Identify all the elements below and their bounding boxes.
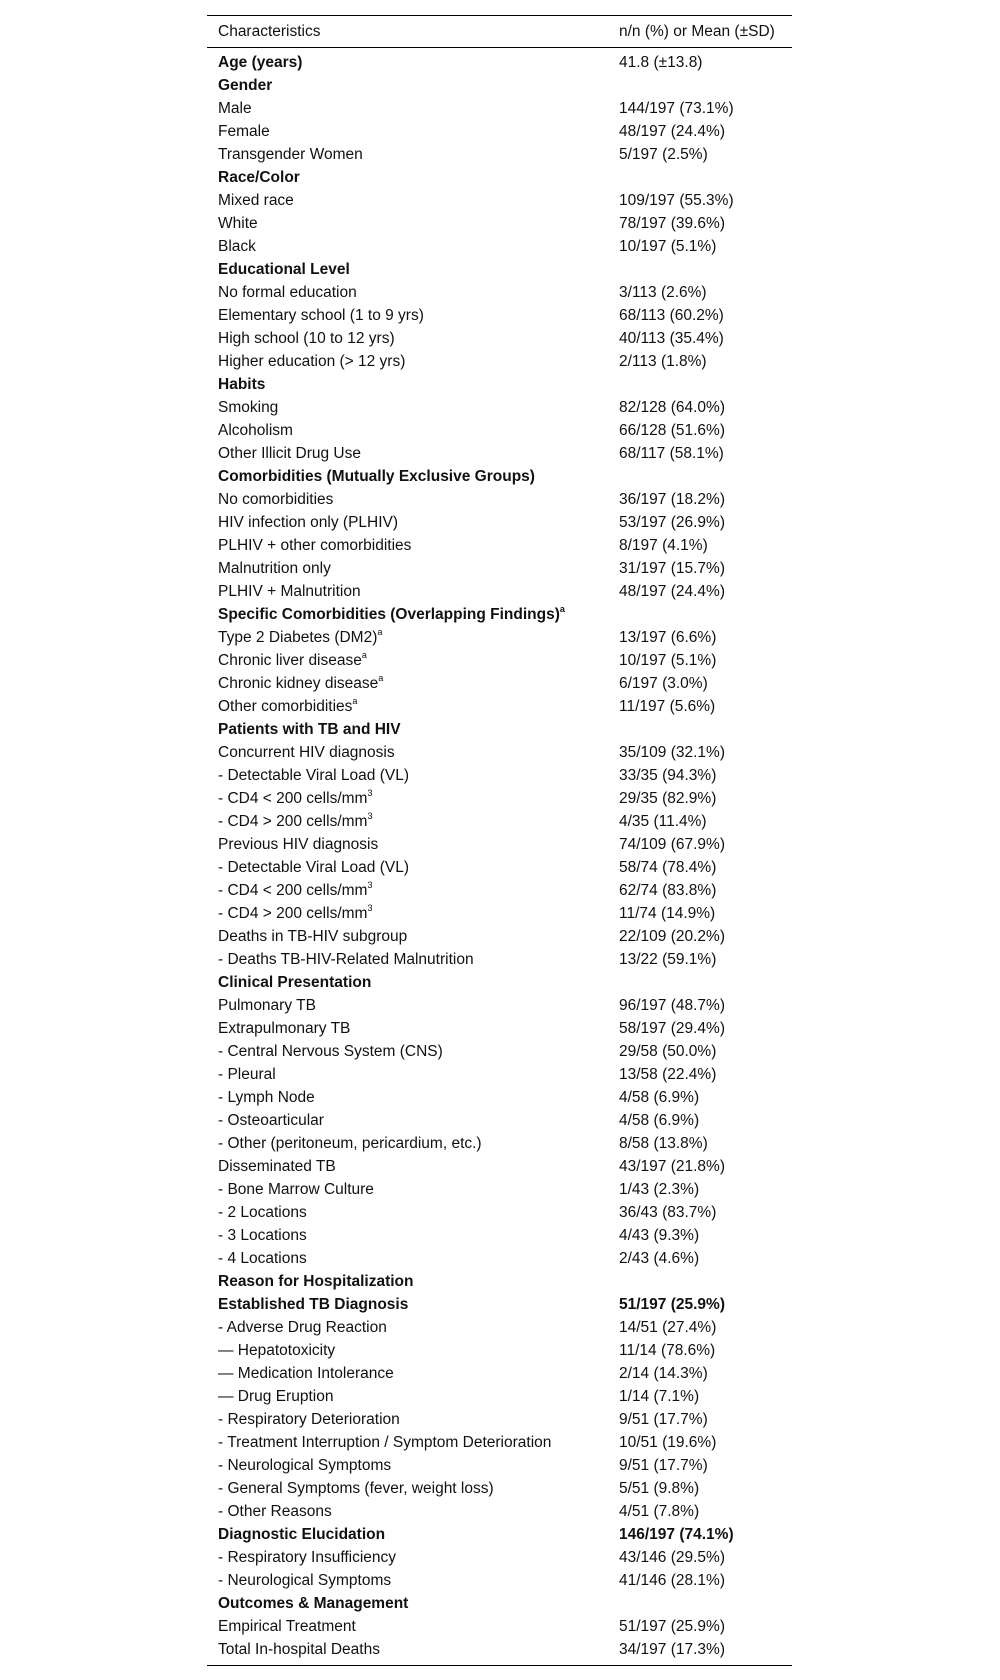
- row-value: 10/197 (5.1%): [619, 238, 717, 255]
- row-label-text: - CD4 < 200 cells/mm: [218, 882, 368, 899]
- table-row: [207, 1109, 792, 1132]
- row-label-text: PLHIV + Malnutrition: [218, 583, 361, 600]
- table-row: [207, 97, 792, 120]
- row-label: [218, 1477, 494, 1500]
- row-label: [218, 74, 272, 97]
- table-row: [207, 1086, 792, 1109]
- row-label: [218, 1155, 336, 1178]
- table-row: [207, 1132, 792, 1155]
- row-label: [218, 741, 395, 764]
- row-value: 14/51 (27.4%): [619, 1319, 717, 1336]
- footnote-marker: a: [559, 603, 565, 614]
- row-value: 10/197 (5.1%): [619, 652, 717, 669]
- row-label-text: - Other (peritoneum, pericardium, etc.): [218, 1135, 482, 1152]
- table-row: [207, 649, 792, 672]
- row-value: 51/197 (25.9%): [619, 1296, 725, 1313]
- row-label: [218, 1362, 394, 1385]
- table-row: [207, 1569, 792, 1592]
- row-value: 36/197 (18.2%): [619, 491, 725, 508]
- row-label: [218, 1247, 307, 1270]
- row-label-text: Alcoholism: [218, 422, 293, 439]
- row-value: 11/197 (5.6%): [619, 698, 716, 715]
- row-label: [218, 1316, 387, 1339]
- row-label: [218, 511, 398, 534]
- row-value: 13/58 (22.4%): [619, 1066, 717, 1083]
- footnote-marker: 3: [367, 902, 373, 913]
- row-value: 3/113 (2.6%): [619, 284, 707, 301]
- row-label-text: Elementary school (1 to 9 yrs): [218, 307, 424, 324]
- row-label-text: No formal education: [218, 284, 357, 301]
- row-value: 146/197 (74.1%): [619, 1526, 734, 1543]
- row-label-text: - Bone Marrow Culture: [218, 1181, 374, 1198]
- table-body: [207, 51, 792, 1661]
- row-label-text: - Lymph Node: [218, 1089, 315, 1106]
- table-section-row: [207, 1293, 792, 1316]
- row-value: 11/74 (14.9%): [619, 905, 716, 922]
- row-label-text: Habits: [218, 376, 266, 393]
- table-row: [207, 1155, 792, 1178]
- row-label: [218, 1569, 391, 1592]
- row-label-text: - Detectable Viral Load (VL): [218, 859, 409, 876]
- row-label-text: Age (years): [218, 54, 303, 71]
- table-row: [207, 1477, 792, 1500]
- table-row: [207, 189, 792, 212]
- row-value: 36/43 (83.7%): [619, 1204, 717, 1221]
- table-section-row: [207, 465, 792, 488]
- row-label-text: - Adverse Drug Reaction: [218, 1319, 387, 1336]
- row-value: 9/51 (17.7%): [619, 1457, 708, 1474]
- table-row: [207, 396, 792, 419]
- table-row: [207, 1063, 792, 1086]
- row-label: [218, 488, 333, 511]
- row-value: 4/58 (6.9%): [619, 1112, 700, 1129]
- row-label: [218, 626, 382, 649]
- row-label: [218, 1040, 443, 1063]
- row-label: [218, 879, 372, 902]
- row-label: [218, 1132, 482, 1155]
- row-label: [218, 856, 409, 879]
- row-value: 5/51 (9.8%): [619, 1480, 700, 1497]
- row-label-text: - Osteoarticular: [218, 1112, 324, 1129]
- row-label-text: Patients with TB and HIV: [218, 721, 401, 738]
- row-label-text: HIV infection only (PLHIV): [218, 514, 399, 531]
- table-row: [207, 1454, 792, 1477]
- row-label: [218, 833, 378, 856]
- row-label-text: Higher education (> 12 yrs): [218, 353, 406, 370]
- table-row: [207, 1040, 792, 1063]
- row-label: [218, 1500, 332, 1523]
- table-row: [207, 764, 792, 787]
- row-label: [218, 1270, 414, 1293]
- row-label-text: Deaths in TB-HIV subgroup: [218, 928, 408, 945]
- footnote-marker: a: [377, 626, 383, 637]
- row-label-text: Specific Comorbidities (Overlapping Findings): [218, 606, 560, 623]
- footnote-marker: a: [378, 672, 384, 683]
- table-row: [207, 672, 792, 695]
- table-row: [207, 580, 792, 603]
- row-label-text: Diagnostic Elucidation: [218, 1526, 386, 1543]
- table-section-row: [207, 74, 792, 97]
- row-value: 58/197 (29.4%): [619, 1020, 725, 1037]
- row-label-text: - 3 Locations: [218, 1227, 307, 1244]
- row-label-text: Previous HIV diagnosis: [218, 836, 379, 853]
- row-value: 66/128 (51.6%): [619, 422, 725, 439]
- row-value: 1/14 (7.1%): [619, 1388, 700, 1405]
- table-section-row: [207, 166, 792, 189]
- table-row: [207, 1431, 792, 1454]
- row-value: 58/74 (78.4%): [619, 859, 717, 876]
- row-label: [218, 1109, 324, 1132]
- row-label: [218, 948, 474, 971]
- row-label: [218, 189, 294, 212]
- row-value: 78/197 (39.6%): [619, 215, 725, 232]
- row-label: [218, 810, 372, 833]
- row-label: [218, 396, 278, 419]
- table-row: [207, 143, 792, 166]
- row-label: [218, 1546, 396, 1569]
- row-value: 144/197 (73.1%): [619, 100, 734, 117]
- row-label: [218, 1592, 408, 1615]
- row-value: 29/58 (50.0%): [619, 1043, 717, 1060]
- table-section-row: [207, 1270, 792, 1293]
- row-label-text: Mixed race: [218, 192, 294, 209]
- table-row: [207, 1224, 792, 1247]
- row-label-text: Black: [218, 238, 256, 255]
- row-value: 34/197 (17.3%): [619, 1641, 725, 1658]
- row-label: [218, 925, 407, 948]
- row-label-text: Other comorbidities: [218, 698, 353, 715]
- table-row: [207, 1339, 792, 1362]
- row-label-text: - Deaths TB-HIV-Related Malnutrition: [218, 951, 474, 968]
- row-label: [218, 281, 357, 304]
- row-value: 51/197 (25.9%): [619, 1618, 725, 1635]
- row-label: [218, 1385, 333, 1408]
- row-label-text: - Respiratory Insufficiency: [218, 1549, 397, 1566]
- table-row: [207, 925, 792, 948]
- table-row: [207, 833, 792, 856]
- table-section-row: [207, 1523, 792, 1546]
- table-section-row: [207, 258, 792, 281]
- row-value: 6/197 (3.0%): [619, 675, 708, 692]
- row-label-text: - Other Reasons: [218, 1503, 332, 1520]
- row-value: 40/113 (35.4%): [619, 330, 724, 347]
- table-row: [207, 419, 792, 442]
- row-label-text: Chronic kidney disease: [218, 675, 379, 692]
- row-label: [218, 971, 371, 994]
- table-row: [207, 787, 792, 810]
- row-label: [218, 1431, 551, 1454]
- row-label-text: High school (10 to 12 yrs): [218, 330, 395, 347]
- row-value: 41.8 (±13.8): [619, 54, 703, 71]
- row-label-text: PLHIV + other comorbidities: [218, 537, 412, 554]
- row-label: [218, 1224, 307, 1247]
- table-row: [207, 626, 792, 649]
- row-label: [218, 51, 302, 74]
- table-header-rule: [207, 47, 792, 48]
- row-value: 68/117 (58.1%): [619, 445, 724, 462]
- row-value: 35/109 (32.1%): [619, 744, 725, 761]
- row-label: [218, 1086, 315, 1109]
- table-row: [207, 120, 792, 143]
- row-label: [218, 764, 409, 787]
- table-row: [207, 1316, 792, 1339]
- row-label-text: Empirical Treatment: [218, 1618, 356, 1635]
- table-row: [207, 994, 792, 1017]
- row-value: 22/109 (20.2%): [619, 928, 725, 945]
- row-label-text: Comorbidities (Mutually Exclusive Groups): [218, 468, 535, 485]
- row-label: [218, 212, 258, 235]
- row-value: 96/197 (48.7%): [619, 997, 725, 1014]
- table-row: [207, 1362, 792, 1385]
- table-row: [207, 879, 792, 902]
- row-value: 43/197 (21.8%): [619, 1158, 725, 1175]
- row-value: 109/197 (55.3%): [619, 192, 734, 209]
- row-value: 10/51 (19.6%): [619, 1434, 717, 1451]
- row-label: [218, 1178, 374, 1201]
- table-row: [207, 1178, 792, 1201]
- row-label-text: - 2 Locations: [218, 1204, 307, 1221]
- row-label-text: Type 2 Diabetes (DM2): [218, 629, 378, 646]
- table-row: [207, 304, 792, 327]
- row-label: [218, 1523, 385, 1546]
- row-label-text: - CD4 > 200 cells/mm: [218, 813, 368, 830]
- row-label-text: — Hepatotoxicity: [218, 1342, 336, 1359]
- table-row: [207, 1201, 792, 1224]
- row-label: [218, 718, 401, 741]
- row-value: 62/74 (83.8%): [619, 882, 717, 899]
- table-row: [207, 1638, 792, 1661]
- table-row: [207, 1408, 792, 1431]
- table-row: [207, 1615, 792, 1638]
- table-row: [207, 902, 792, 925]
- row-label-text: - Respiratory Deterioration: [218, 1411, 400, 1428]
- row-label-text: Educational Level: [218, 261, 350, 278]
- row-label-text: Other Illicit Drug Use: [218, 445, 361, 462]
- row-label-text: - Pleural: [218, 1066, 276, 1083]
- footnote-marker: 3: [367, 879, 373, 890]
- row-label-text: Extrapulmonary TB: [218, 1020, 351, 1037]
- row-value: 53/197 (26.9%): [619, 514, 725, 531]
- table-row: [207, 695, 792, 718]
- row-label: [218, 1615, 356, 1638]
- row-label-text: - CD4 > 200 cells/mm: [218, 905, 368, 922]
- table-row: [207, 1546, 792, 1569]
- row-label-text: Total In-hospital Deaths: [218, 1641, 380, 1658]
- row-value: 4/58 (6.9%): [619, 1089, 700, 1106]
- row-label: [218, 1293, 408, 1316]
- row-label: [218, 902, 372, 925]
- row-label: [218, 258, 350, 281]
- row-label: [218, 695, 357, 718]
- row-label: [218, 994, 316, 1017]
- row-value: 8/58 (13.8%): [619, 1135, 708, 1152]
- footnote-marker: 3: [367, 810, 373, 821]
- row-label: [218, 419, 293, 442]
- row-value: 8/197 (4.1%): [619, 537, 708, 554]
- table-bottom-rule: [207, 1665, 792, 1666]
- row-value: 4/35 (11.4%): [619, 813, 707, 830]
- row-value: 5/197 (2.5%): [619, 146, 708, 163]
- row-label: [218, 120, 270, 143]
- row-label: [218, 1201, 307, 1224]
- table-section-row: [207, 603, 792, 626]
- row-label-text: Concurrent HIV diagnosis: [218, 744, 395, 761]
- table-section-row: [207, 1592, 792, 1615]
- row-value: 68/113 (60.2%): [619, 307, 724, 324]
- row-value: 1/43 (2.3%): [619, 1181, 700, 1198]
- row-label-text: - Detectable Viral Load (VL): [218, 767, 409, 784]
- table-row: [207, 350, 792, 373]
- row-value: 33/35 (94.3%): [619, 767, 717, 784]
- row-value: 41/146 (28.1%): [619, 1572, 725, 1589]
- row-label: [218, 787, 372, 810]
- table-row: [207, 1017, 792, 1040]
- row-label-text: Clinical Presentation: [218, 974, 372, 991]
- row-value: 11/14 (78.6%): [619, 1342, 716, 1359]
- row-label-text: Reason for Hospitalization: [218, 1273, 414, 1290]
- row-label: [218, 166, 300, 189]
- row-label: [218, 465, 535, 488]
- row-label-text: - 4 Locations: [218, 1250, 307, 1267]
- row-label-text: - Treatment Interruption / Symptom Deterioration: [218, 1434, 552, 1451]
- row-label-text: Outcomes & Management: [218, 1595, 409, 1612]
- row-label-text: White: [218, 215, 258, 232]
- row-label: [218, 373, 265, 396]
- footnote-marker: 3: [367, 787, 373, 798]
- row-value: 29/35 (82.9%): [619, 790, 717, 807]
- row-label: [218, 649, 367, 672]
- row-label: [218, 1454, 391, 1477]
- row-label-text: - General Symptoms (fever, weight loss): [218, 1480, 494, 1497]
- table-section-row: [207, 51, 792, 74]
- footnote-marker: a: [361, 649, 367, 660]
- row-label: [218, 603, 565, 626]
- row-value: 4/43 (9.3%): [619, 1227, 700, 1244]
- table-header-row: [207, 16, 792, 47]
- table-section-row: [207, 971, 792, 994]
- table-row: [207, 557, 792, 580]
- row-label-text: Disseminated TB: [218, 1158, 336, 1175]
- row-label: [218, 97, 252, 120]
- header-value: n/n (%) or Mean (±SD): [619, 23, 775, 40]
- table-row: [207, 281, 792, 304]
- table-row: [207, 741, 792, 764]
- row-label-text: — Medication Intolerance: [218, 1365, 394, 1382]
- row-value: 74/109 (67.9%): [619, 836, 725, 853]
- row-label-text: - Neurological Symptoms: [218, 1572, 392, 1589]
- row-value: 31/197 (15.7%): [619, 560, 725, 577]
- table-row: [207, 488, 792, 511]
- table-row: [207, 810, 792, 833]
- row-label: [218, 672, 383, 695]
- row-label: [218, 442, 361, 465]
- row-value: 4/51 (7.8%): [619, 1503, 700, 1520]
- row-value: 43/146 (29.5%): [619, 1549, 725, 1566]
- row-label-text: Smoking: [218, 399, 279, 416]
- row-value: 48/197 (24.4%): [619, 583, 725, 600]
- row-label: [218, 1408, 400, 1431]
- row-label: [218, 1339, 335, 1362]
- table-row: [207, 235, 792, 258]
- row-value: 48/197 (24.4%): [619, 123, 725, 140]
- table-row: [207, 1385, 792, 1408]
- table-row: [207, 1247, 792, 1270]
- row-label: [218, 1063, 276, 1086]
- row-value: 2/43 (4.6%): [619, 1250, 700, 1267]
- row-label: [218, 143, 363, 166]
- row-value: 13/197 (6.6%): [619, 629, 717, 646]
- row-label: [218, 235, 256, 258]
- row-label-text: Transgender Women: [218, 146, 363, 163]
- row-label-text: — Drug Eruption: [218, 1388, 334, 1405]
- row-label-text: Male: [218, 100, 252, 117]
- row-label-text: Gender: [218, 77, 273, 94]
- row-label-text: Established TB Diagnosis: [218, 1296, 409, 1313]
- table-row: [207, 856, 792, 879]
- row-label: [218, 580, 361, 603]
- row-label-text: No comorbidities: [218, 491, 334, 508]
- table-row: [207, 442, 792, 465]
- row-label-text: - Neurological Symptoms: [218, 1457, 392, 1474]
- table-row: [207, 212, 792, 235]
- row-label: [218, 1017, 350, 1040]
- characteristics-table: [207, 15, 792, 1666]
- row-label-text: - Central Nervous System (CNS): [218, 1043, 443, 1060]
- row-label: [218, 327, 395, 350]
- table-row: [207, 511, 792, 534]
- table-row: [207, 1500, 792, 1523]
- row-value: 9/51 (17.7%): [619, 1411, 708, 1428]
- row-value: 2/14 (14.3%): [619, 1365, 708, 1382]
- table-row: [207, 948, 792, 971]
- row-label-text: Pulmonary TB: [218, 997, 316, 1014]
- row-label-text: Malnutrition only: [218, 560, 331, 577]
- header-characteristics: Characteristics: [218, 23, 321, 40]
- row-value: 82/128 (64.0%): [619, 399, 725, 416]
- row-label: [218, 557, 331, 580]
- row-value: 2/113 (1.8%): [619, 353, 707, 370]
- table-section-row: [207, 718, 792, 741]
- row-label: [218, 1638, 380, 1661]
- footnote-marker: a: [352, 695, 358, 706]
- table-row: [207, 534, 792, 557]
- row-label-text: Chronic liver disease: [218, 652, 362, 669]
- row-label-text: Race/Color: [218, 169, 300, 186]
- row-label: [218, 350, 405, 373]
- row-label: [218, 534, 411, 557]
- row-label: [218, 304, 424, 327]
- row-value: 13/22 (59.1%): [619, 951, 717, 968]
- table-section-row: [207, 373, 792, 396]
- table-row: [207, 327, 792, 350]
- row-label-text: Female: [218, 123, 270, 140]
- row-label-text: - CD4 < 200 cells/mm: [218, 790, 368, 807]
